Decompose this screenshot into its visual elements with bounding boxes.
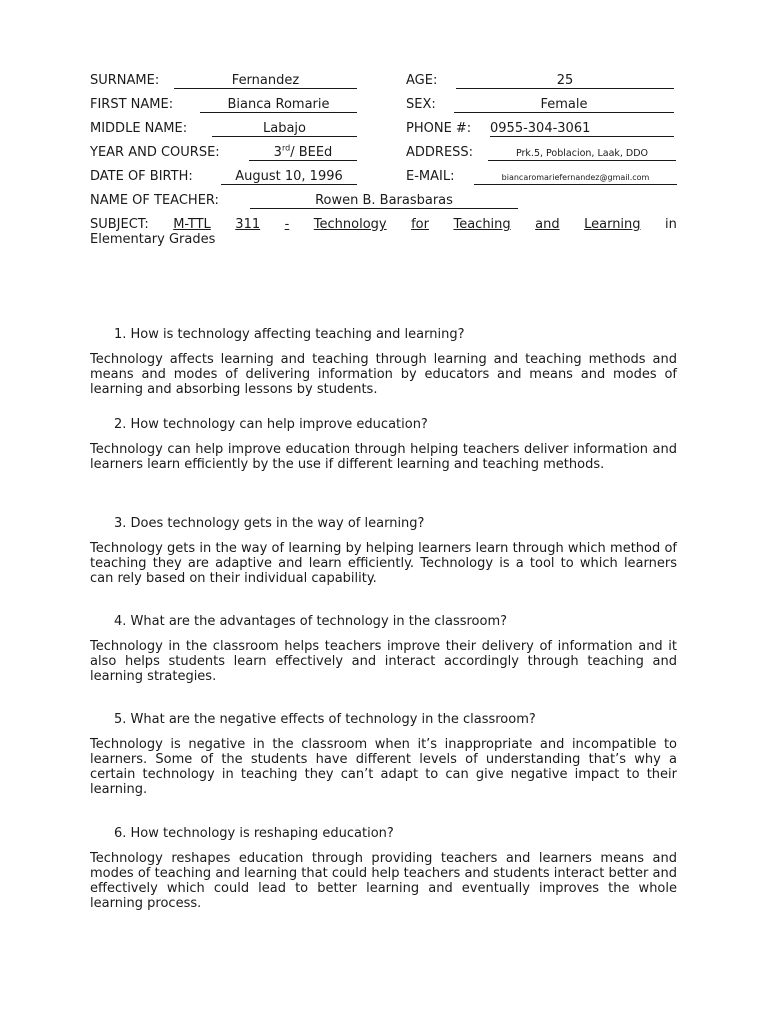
year-course-label: YEAR AND COURSE:	[90, 145, 220, 160]
subject-line-2: Elementary Grades	[90, 232, 216, 247]
answer-text: Technology is negative in the classroom when it’s inappropriate and incompatible to learners. Some of the students have different levels of understanding that’s why a certain technology in teaching they can’t adapt to can give negative impact to their learning.	[90, 737, 677, 797]
subject-word: M-TTL	[173, 217, 211, 232]
qa-item-3	[90, 516, 677, 586]
middle-name-value: Labajo	[212, 121, 357, 137]
dob-label: DATE OF BIRTH:	[90, 169, 193, 184]
dob-value: August 10, 1996	[221, 169, 357, 185]
sex-value: Female	[454, 97, 674, 113]
subject-word: for	[411, 217, 429, 232]
subject-word: in	[665, 217, 677, 232]
answer-text: Technology reshapes education through providing teachers and learners means and modes of teaching and learning that could help teachers and students interact better and effectively which could lead to better learning and eventually improves the whole learning process.	[90, 851, 677, 911]
subject-word: Learning	[584, 217, 641, 232]
address-value: Prk.5, Poblacion, Laak, DDO	[488, 147, 676, 161]
answer-text: Technology gets in the way of learning by helping learners learn through which method of teaching they are adaptive and learn efficiently. Technology is a tool to which learners can rely based on their individual capability.	[90, 541, 677, 586]
question-text: 1. How is technology affecting teaching and learning?	[114, 327, 465, 342]
phone-value: 0955-304-3061	[490, 121, 674, 137]
subject-field	[90, 217, 677, 247]
qa-item-4	[90, 614, 677, 684]
subject-word: Technology	[313, 217, 387, 232]
question-text: 6. How technology is reshaping education?	[114, 826, 394, 841]
question-text: 2. How technology can help improve education?	[114, 417, 428, 432]
email-value: biancaromariefernandez@gmail.com	[474, 172, 677, 185]
qa-item-1	[90, 327, 677, 397]
middle-name-label: MIDDLE NAME:	[90, 121, 188, 136]
subject-line	[90, 217, 677, 232]
subject-word: and	[535, 217, 560, 232]
subject-label: SUBJECT:	[90, 217, 149, 232]
qa-item-5	[90, 712, 677, 797]
subject-word: -	[284, 217, 290, 232]
first-name-value: Bianca Romarie	[200, 97, 357, 113]
qa-item-6	[90, 826, 677, 911]
surname-label: SURNAME:	[90, 73, 160, 88]
address-label: ADDRESS:	[406, 145, 474, 160]
subject-word: 311	[235, 217, 261, 232]
email-label: E-MAIL:	[406, 169, 455, 184]
question-text: 3. Does technology gets in the way of learning?	[114, 516, 425, 531]
phone-label: PHONE #:	[406, 121, 472, 136]
answer-text: Technology can help improve education through helping teachers deliver information and learners learn efficiently by the use if different learning and teaching methods.	[90, 442, 677, 472]
question-text: 4. What are the advantages of technology in the classroom?	[114, 614, 508, 629]
qa-item-2	[90, 417, 677, 472]
teacher-label: NAME OF TEACHER:	[90, 193, 219, 208]
first-name-label: FIRST NAME:	[90, 97, 174, 112]
answer-text: Technology affects learning and teaching through learning and teaching methods and means and modes of delivering information by educators and means and modes of learning and absorbing lessons by students.	[90, 352, 677, 397]
question-text: 5. What are the negative effects of technology in the classroom?	[114, 712, 536, 727]
sex-label: SEX:	[406, 97, 436, 112]
teacher-value: Rowen B. Barasbaras	[250, 193, 518, 209]
surname-value: Fernandez	[174, 73, 357, 89]
age-label: AGE:	[406, 73, 438, 88]
age-value: 25	[456, 73, 674, 89]
year-course-value: 3rd/ BEEd	[249, 145, 357, 161]
subject-word: Teaching	[453, 217, 511, 232]
answer-text: Technology in the classroom helps teachers improve their delivery of information and it also helps students learn effectively and interact accordingly through teaching and learning strategies.	[90, 639, 677, 684]
